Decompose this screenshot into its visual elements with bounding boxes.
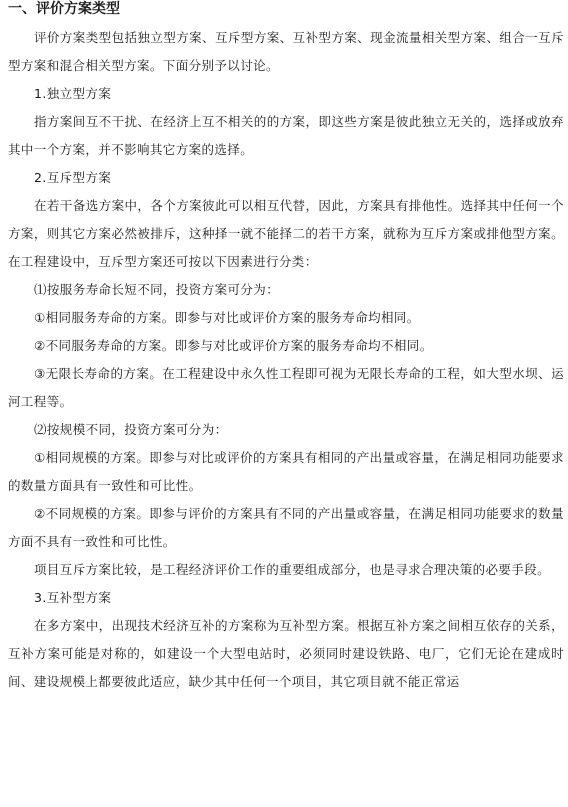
paragraph-exclusive: 在若干备选方案中，各个方案彼此可以相互代替，因此，方案具有排他性。选择其中任何一个方案，则其它方案必然被排斥，这种择一就不能择二的若干方案，就称为互斥方案或排他型方案。在工程建设中，互斥型方案还可按以下因素进行分类： xyxy=(8,198,564,269)
subheading-exclusive: 2.互斥型方案 xyxy=(34,170,112,185)
paragraph-comparison: 项目互斥方案比较，是工程经济评价工作的重要组成部分，也是寻求合理决策的必要手段。 xyxy=(34,562,551,577)
list-item-same-scale: ①相同规模的方案。即参与对比或评价的方案具有相同的产出量或容量，在满足相同功能要求的数量方面具有一致性和可比性。 xyxy=(8,450,564,493)
subheading-independent: 1.独立型方案 xyxy=(34,86,112,101)
list-item-same-lifetime: ①相同服务寿命的方案。即参与对比或评价方案的服务寿命均相同。 xyxy=(34,310,420,325)
paragraph-complementary: 在多方案中，出现技术经济互补的方案称为互补型方案。根据互补方案之间相互依存的关系，互补方案可能是对称的，如建设一个大型电站时，必须同时建设铁路、电厂，它们无论在建成时间、建设规模上都要彼此适应，缺少其中任何一个项目，其它项目就不能正常运 xyxy=(8,618,564,689)
list-heading-lifetime: ⑴按服务寿命长短不同，投资方案可分为： xyxy=(34,282,280,297)
paragraph-independent: 指方案间互不干扰、在经济上互不相关的的方案，即这些方案是彼此独立无关的，选择或放弃其中一个方案，并不影响其它方案的选择。 xyxy=(8,114,564,157)
list-heading-scale: ⑵按规模不同，投资方案可分为： xyxy=(34,422,228,437)
section-heading: 一、评价方案类型 xyxy=(8,1,120,17)
list-item-infinite-lifetime: ③无限长寿命的方案。在工程建设中永久性工程即可视为无限长寿命的工程，如大型水坝、运河工程等。 xyxy=(8,366,564,409)
intro-paragraph: 评价方案类型包括独立型方案、互斥型方案、互补型方案、现金流量相关型方案、组合一互斥型方案和混合相关型方案。下面分别予以讨论。 xyxy=(8,30,564,73)
list-item-different-lifetime: ②不同服务寿命的方案。即参与对比或评价方案的服务寿命均不相同。 xyxy=(34,338,433,353)
subheading-complementary: 3.互补型方案 xyxy=(34,590,112,605)
list-item-different-scale: ②不同规模的方案。即参与评价的方案具有不同的产出量或容量，在满足相同功能要求的数量方面不具有一致性和可比性。 xyxy=(8,506,564,549)
document-body xyxy=(8,0,564,696)
